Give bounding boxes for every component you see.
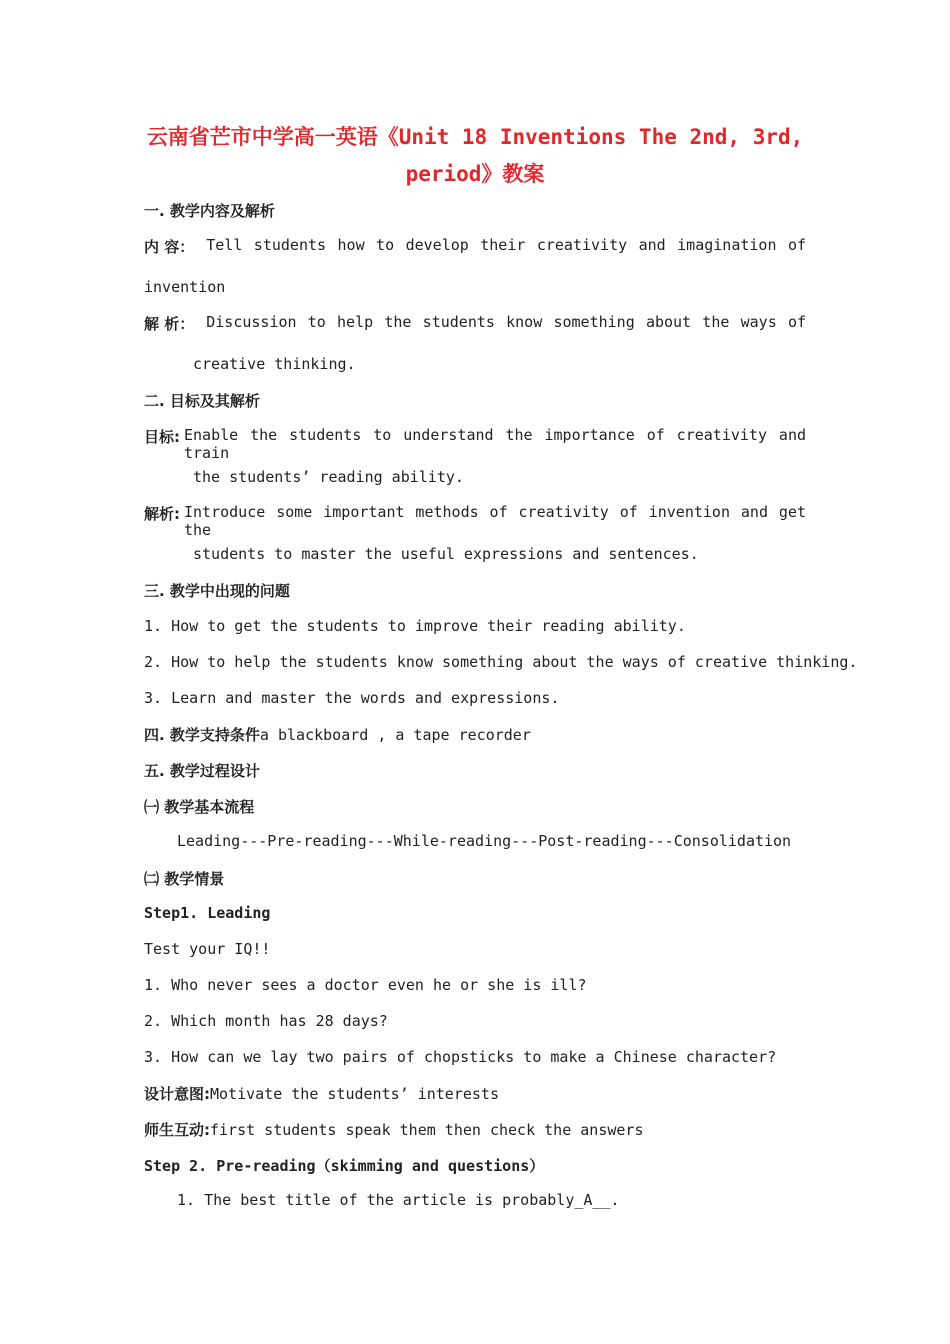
title-line-1: 云南省芒市中学高一英语《Unit 18 Inventions The 2nd, 3rd, xyxy=(146,125,804,149)
goal-line-1: Enable the students to understand the importance of creativity and train xyxy=(184,426,806,462)
goal-analysis-label: 解析: xyxy=(144,505,180,523)
section1-heading: 一. 教学内容及解析 xyxy=(144,202,275,220)
iq-question-1: 1. Who never sees a doctor even he or she is ill? xyxy=(144,976,587,994)
document-title xyxy=(100,119,850,193)
sub-heading-flow: ㈠ 教学基本流程 xyxy=(144,798,255,816)
support-conditions: a blackboard , a tape recorder xyxy=(259,726,531,744)
goal-label: 目标: xyxy=(144,428,180,446)
content-line-2: invention xyxy=(144,278,226,296)
content-line-1: Tell students how to develop their creativity and imagination of xyxy=(206,236,806,254)
goal-analysis-line-2: students to master the useful expressions and sentences. xyxy=(193,545,699,563)
section2-goal-row xyxy=(144,426,806,462)
interaction-text: first students speak them then check the answers xyxy=(210,1121,644,1139)
step2-heading: Step 2. Pre-reading（skimming and questions） xyxy=(144,1157,545,1175)
problem-item-3: 3. Learn and master the words and expressions. xyxy=(144,689,560,707)
title-line-2: period》教案 xyxy=(405,162,545,186)
analysis-line-1: Discussion to help the students know something about the ways of xyxy=(206,313,806,331)
section2-heading: 二. 目标及其解析 xyxy=(144,392,260,410)
step1-heading: Step1. Leading xyxy=(144,904,271,922)
teaching-flow: Leading---Pre-reading---While-reading---Post-reading---Consolidation xyxy=(177,832,792,850)
section4-heading: 四. 教学支持条件 xyxy=(144,726,260,744)
section1-content-row xyxy=(144,236,806,257)
goal-line-2: the students’ reading ability. xyxy=(193,468,464,486)
section5-heading: 五. 教学过程设计 xyxy=(144,762,260,780)
intent-text: Motivate the students’ interests xyxy=(210,1085,499,1103)
section3-heading: 三. 教学中出现的问题 xyxy=(144,582,290,600)
analysis-label: 解 析： xyxy=(144,315,195,333)
section2-analysis-row xyxy=(144,503,806,539)
interaction-label: 师生互动: xyxy=(144,1121,210,1139)
analysis-line-2: creative thinking. xyxy=(193,355,356,373)
interaction-row xyxy=(144,1119,643,1140)
problem-item-1: 1. How to get the students to improve their reading ability. xyxy=(144,617,686,635)
content-label: 内 容： xyxy=(144,238,195,256)
sub-heading-scenario: ㈡ 教学情景 xyxy=(144,870,225,888)
step2-question-1: 1. The best title of the article is probably_A__. xyxy=(177,1191,620,1209)
test-iq: Test your IQ!! xyxy=(144,940,271,958)
iq-question-3: 3. How can we lay two pairs of chopsticks to make a Chinese character? xyxy=(144,1048,777,1066)
section4-row xyxy=(144,724,531,745)
goal-analysis-line-1: Introduce some important methods of creativity of invention and get the xyxy=(184,503,806,539)
section1-analysis-row xyxy=(144,313,806,334)
problem-item-2: 2. How to help the students know something about the ways of creative thinking. xyxy=(144,653,858,671)
intent-row xyxy=(144,1083,499,1104)
intent-label: 设计意图: xyxy=(144,1085,210,1103)
iq-question-2: 2. Which month has 28 days? xyxy=(144,1012,388,1030)
